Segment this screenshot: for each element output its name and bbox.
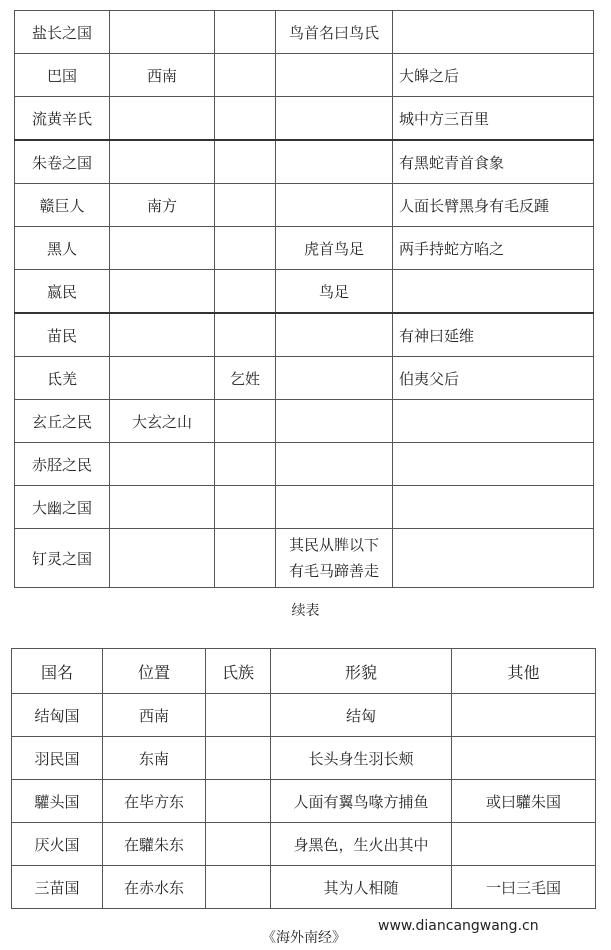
table-row xyxy=(15,313,594,357)
table-row xyxy=(12,823,596,866)
table-cell: 其为人相随 xyxy=(271,866,452,909)
table-cell xyxy=(393,443,594,486)
table-cell: 人面有翼鸟喙方捕鱼 xyxy=(271,780,452,823)
table-cell xyxy=(276,529,393,588)
table-cell: 氐羌 xyxy=(15,357,110,400)
table-cell xyxy=(276,97,393,141)
table-cell xyxy=(393,400,594,443)
table-cell: 在赤水东 xyxy=(103,866,206,909)
table-cell xyxy=(393,529,594,588)
table-row xyxy=(15,11,594,54)
table-cell: 西南 xyxy=(103,694,206,737)
table-cell: 结匈国 xyxy=(12,694,103,737)
table-cell xyxy=(215,227,276,270)
table-row xyxy=(12,866,596,909)
table-cell xyxy=(110,270,215,314)
table-cell: 巴国 xyxy=(15,54,110,97)
table-cell xyxy=(276,486,393,529)
table-cell: 厌火国 xyxy=(12,823,103,866)
table-cell xyxy=(276,184,393,227)
table-cell: 驩头国 xyxy=(12,780,103,823)
table-cell: 玄丘之民 xyxy=(15,400,110,443)
table-cell: 三苗国 xyxy=(12,866,103,909)
table-cell: 东南 xyxy=(103,737,206,780)
table-cell xyxy=(215,486,276,529)
table-cell xyxy=(206,780,271,823)
table-cell xyxy=(110,357,215,400)
table-row xyxy=(15,529,594,588)
table-cell xyxy=(393,11,594,54)
table-caption-source: 《海外南经》 xyxy=(262,930,346,946)
table-cell xyxy=(276,140,393,184)
table-cell: 流黄辛氏 xyxy=(15,97,110,141)
table-cell: 或曰驩朱国 xyxy=(452,780,596,823)
table-cell xyxy=(393,486,594,529)
table-cell: 人面长臂黑身有毛反踵 xyxy=(393,184,594,227)
table-row xyxy=(15,270,594,314)
table-cell: 大皞之后 xyxy=(393,54,594,97)
header-other: 其他 xyxy=(452,649,596,694)
table-cell: 鸟足 xyxy=(276,270,393,314)
table-cell xyxy=(276,54,393,97)
table-cell xyxy=(206,737,271,780)
table-cell: 有黑蛇青首食象 xyxy=(393,140,594,184)
table-cell: 鸟首名曰鸟氏 xyxy=(276,11,393,54)
table-cell xyxy=(276,443,393,486)
table-cell xyxy=(110,140,215,184)
table-cell: 赤胫之民 xyxy=(15,443,110,486)
table-cell xyxy=(452,737,596,780)
table-cell xyxy=(215,400,276,443)
table-cell xyxy=(452,694,596,737)
cell-line: 其民从𦞠以下 xyxy=(288,536,379,554)
header-appearance: 形貌 xyxy=(271,649,452,694)
table-continued-top xyxy=(14,10,594,588)
table-cell: 大玄之山 xyxy=(110,400,215,443)
table-cell xyxy=(215,11,276,54)
table-row xyxy=(12,737,596,780)
table-cell: 两手持蛇方啗之 xyxy=(393,227,594,270)
table-row xyxy=(15,443,594,486)
table-cell xyxy=(215,270,276,314)
table-cell xyxy=(110,11,215,54)
table-haiwai-nanjing xyxy=(11,648,596,909)
table-cell: 赣巨人 xyxy=(15,184,110,227)
cell-line: 有毛马蹄善走 xyxy=(288,562,379,580)
table-row xyxy=(15,400,594,443)
table-cell xyxy=(206,694,271,737)
table-cell: 大幽之国 xyxy=(15,486,110,529)
table-cell xyxy=(276,400,393,443)
table-cell xyxy=(215,313,276,357)
table-cell: 朱卷之国 xyxy=(15,140,110,184)
table-cell xyxy=(215,54,276,97)
table-cell xyxy=(110,486,215,529)
table-header-row xyxy=(12,649,596,694)
table-cell: 伯夷父后 xyxy=(393,357,594,400)
table-cell xyxy=(206,866,271,909)
header-location: 位置 xyxy=(103,649,206,694)
table-cell: 盐长之国 xyxy=(15,11,110,54)
table-row xyxy=(15,54,594,97)
table-row xyxy=(15,184,594,227)
table-cell: 乞姓 xyxy=(215,357,276,400)
table-row xyxy=(15,357,594,400)
table-cell xyxy=(110,529,215,588)
table-row xyxy=(15,140,594,184)
table-cell: 黑人 xyxy=(15,227,110,270)
table-cell xyxy=(276,313,393,357)
table-cell xyxy=(452,823,596,866)
table-cell: 嬴民 xyxy=(15,270,110,314)
header-country: 国名 xyxy=(12,649,103,694)
table-row xyxy=(15,97,594,141)
table-cell xyxy=(215,140,276,184)
table-cell xyxy=(110,97,215,141)
watermark-url: www.diancangwang.cn xyxy=(378,918,539,934)
table-cell: 在驩朱东 xyxy=(103,823,206,866)
table-cell xyxy=(206,823,271,866)
table-row xyxy=(15,486,594,529)
table-cell xyxy=(393,270,594,314)
table-cell: 结匈 xyxy=(271,694,452,737)
table-caption-continued: 续表 xyxy=(291,603,320,619)
table-cell: 在毕方东 xyxy=(103,780,206,823)
table-cell xyxy=(215,529,276,588)
table-row xyxy=(12,780,596,823)
table-cell: 长头身生羽长颊 xyxy=(271,737,452,780)
table-cell xyxy=(215,184,276,227)
table-cell: 虎首鸟足 xyxy=(276,227,393,270)
table-cell: 苗民 xyxy=(15,313,110,357)
header-clan: 氏族 xyxy=(206,649,271,694)
table-cell xyxy=(215,443,276,486)
table-row xyxy=(12,694,596,737)
table-cell: 西南 xyxy=(110,54,215,97)
table-cell xyxy=(110,227,215,270)
table-cell xyxy=(215,97,276,141)
table-cell: 羽民国 xyxy=(12,737,103,780)
table-cell xyxy=(276,357,393,400)
table-cell: 南方 xyxy=(110,184,215,227)
table-cell: 钉灵之国 xyxy=(15,529,110,588)
table-cell: 城中方三百里 xyxy=(393,97,594,141)
table-cell xyxy=(110,443,215,486)
table-cell: 一曰三毛国 xyxy=(452,866,596,909)
table-row xyxy=(15,227,594,270)
table-cell: 身黑色，生火出其中 xyxy=(271,823,452,866)
table-cell xyxy=(110,313,215,357)
table-cell: 有神曰延维 xyxy=(393,313,594,357)
